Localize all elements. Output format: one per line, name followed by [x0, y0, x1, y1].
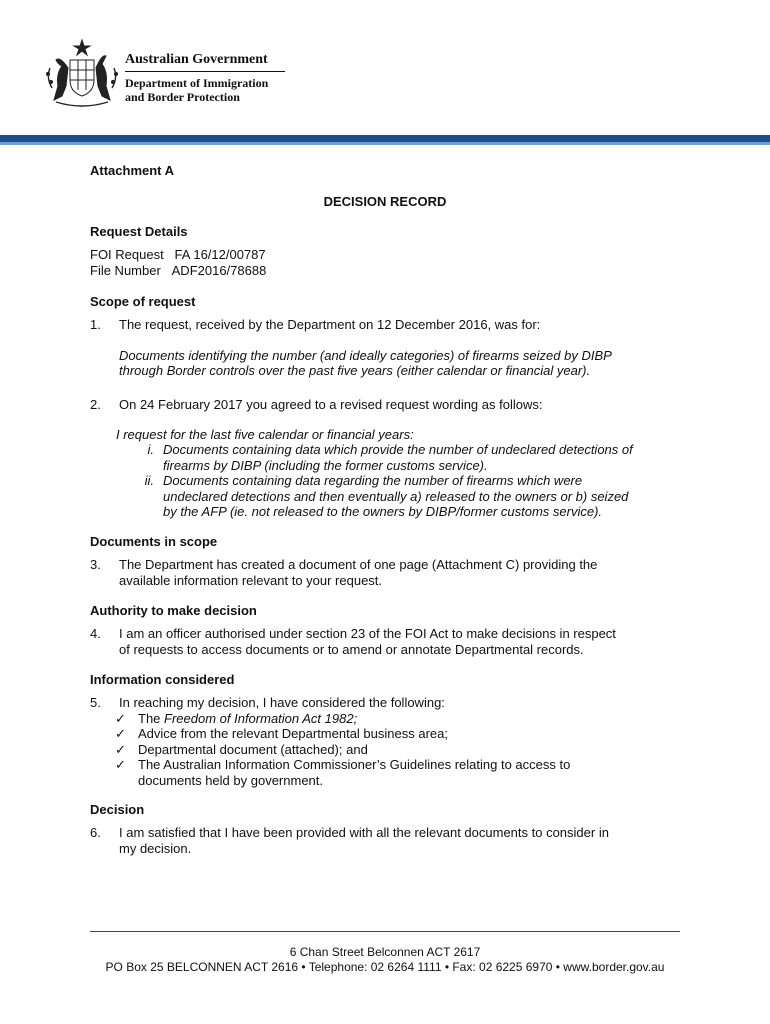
- file-number-row: [90, 263, 266, 279]
- list-item-2-line-2: undeclared detections and then eventually a) released to the owners or b) seized: [163, 489, 629, 504]
- paragraph-number: 3.: [90, 557, 101, 572]
- act-title: Freedom of Information Act 1982;: [164, 711, 358, 726]
- department-line-2: and Border Protection: [125, 90, 240, 104]
- list-item-number: ii.: [144, 473, 154, 488]
- original-request-line-1: Documents identifying the number (and ideally categories) of firearms seized by DIBP: [119, 348, 612, 363]
- checkmark-icon: ✓: [115, 757, 126, 772]
- foi-request-value: FA 16/12/00787: [174, 247, 266, 262]
- coat-of-arms-icon: [42, 38, 122, 110]
- decision-heading: Decision: [90, 802, 145, 817]
- agency-name: [125, 52, 285, 104]
- footer-address: 6 Chan Street Belconnen ACT 2617: [289, 945, 481, 959]
- document-title: DECISION RECORD: [323, 194, 447, 209]
- considered-item-4-line-2: documents held by government.: [138, 773, 323, 788]
- request-details-heading: Request Details: [90, 224, 188, 239]
- foi-request-label: FOI Request: [90, 247, 164, 262]
- paragraph-number: 4.: [90, 626, 101, 641]
- list-item-number: i.: [147, 442, 154, 457]
- paragraph-4-line-2: of requests to access documents or to amend or annotate Departmental records.: [119, 642, 584, 657]
- letterhead: [0, 0, 770, 150]
- paragraph-number: 6.: [90, 825, 101, 840]
- paragraph-6-line-2: my decision.: [119, 841, 192, 856]
- information-heading: Information considered: [90, 672, 235, 687]
- file-number-value: ADF2016/78688: [171, 263, 267, 278]
- considered-item-3: Departmental document (attached); and: [138, 742, 368, 757]
- paragraph-number: 1.: [90, 317, 101, 332]
- original-request-line-2: through Border controls over the past five years (either calendar or financial year).: [119, 363, 591, 378]
- department-line-1: Department of Immigration: [125, 76, 269, 90]
- list-item-1-line-2: firearms by DIBP (including the former customs service).: [163, 458, 488, 473]
- considered-item-2: Advice from the relevant Departmental business area;: [138, 726, 448, 741]
- list-item-1-line-1: Documents containing data which provide the number of undeclared detections of: [163, 442, 633, 457]
- paragraph-5: In reaching my decision, I have considered the following:: [119, 695, 445, 710]
- foi-request-row: [90, 247, 266, 263]
- checkmark-icon: ✓: [115, 726, 126, 741]
- checkmark-icon: ✓: [115, 711, 126, 726]
- paragraph-4-line-1: I am an officer authorised under section 23 of the FOI Act to make decisions in respect: [119, 626, 616, 641]
- paragraph-6-line-1: I am satisfied that I have been provided with all the relevant documents to consider in: [119, 825, 609, 840]
- considered-item-1: [138, 711, 678, 727]
- considered-item-4-line-1: The Australian Information Commissioner’s Guidelines relating to access to: [138, 757, 571, 772]
- authority-heading: Authority to make decision: [90, 603, 257, 618]
- header-band: [0, 135, 770, 142]
- agency-divider: [125, 71, 285, 72]
- paragraph-2: On 24 February 2017 you agreed to a revised request wording as follows:: [119, 397, 543, 412]
- paragraph-1: The request, received by the Department on 12 December 2016, was for:: [119, 317, 541, 332]
- checkmark-icon: ✓: [115, 742, 126, 757]
- paragraph-3-line-1: The Department has created a document of one page (Attachment C) providing the: [119, 557, 598, 572]
- paragraph-number: 2.: [90, 397, 101, 412]
- documents-heading: Documents in scope: [90, 534, 218, 549]
- list-item-2-line-1: Documents containing data regarding the number of firearms which were: [163, 473, 583, 488]
- footer-contact: PO Box 25 BELCONNEN ACT 2616 • Telephone: 02 6264 1111 • Fax: 02 6225 6970 • www.border.gov.au: [105, 960, 665, 974]
- attachment-label: Attachment A: [90, 163, 175, 178]
- list-item-2-line-3: by the AFP (ie. not released to the owners by DIBP/former customs service).: [163, 504, 603, 519]
- paragraph-number: 5.: [90, 695, 101, 710]
- government-name: Australian Government: [125, 52, 268, 67]
- scope-heading: Scope of request: [90, 294, 196, 309]
- considered-item-1-prefix: The: [138, 711, 165, 726]
- header-band-accent: [0, 142, 770, 145]
- paragraph-3-line-2: available information relevant to your request.: [119, 573, 383, 588]
- revised-request-intro: I request for the last five calendar or financial years:: [116, 427, 414, 442]
- footer-divider: [90, 931, 680, 932]
- file-number-label: File Number: [90, 263, 161, 278]
